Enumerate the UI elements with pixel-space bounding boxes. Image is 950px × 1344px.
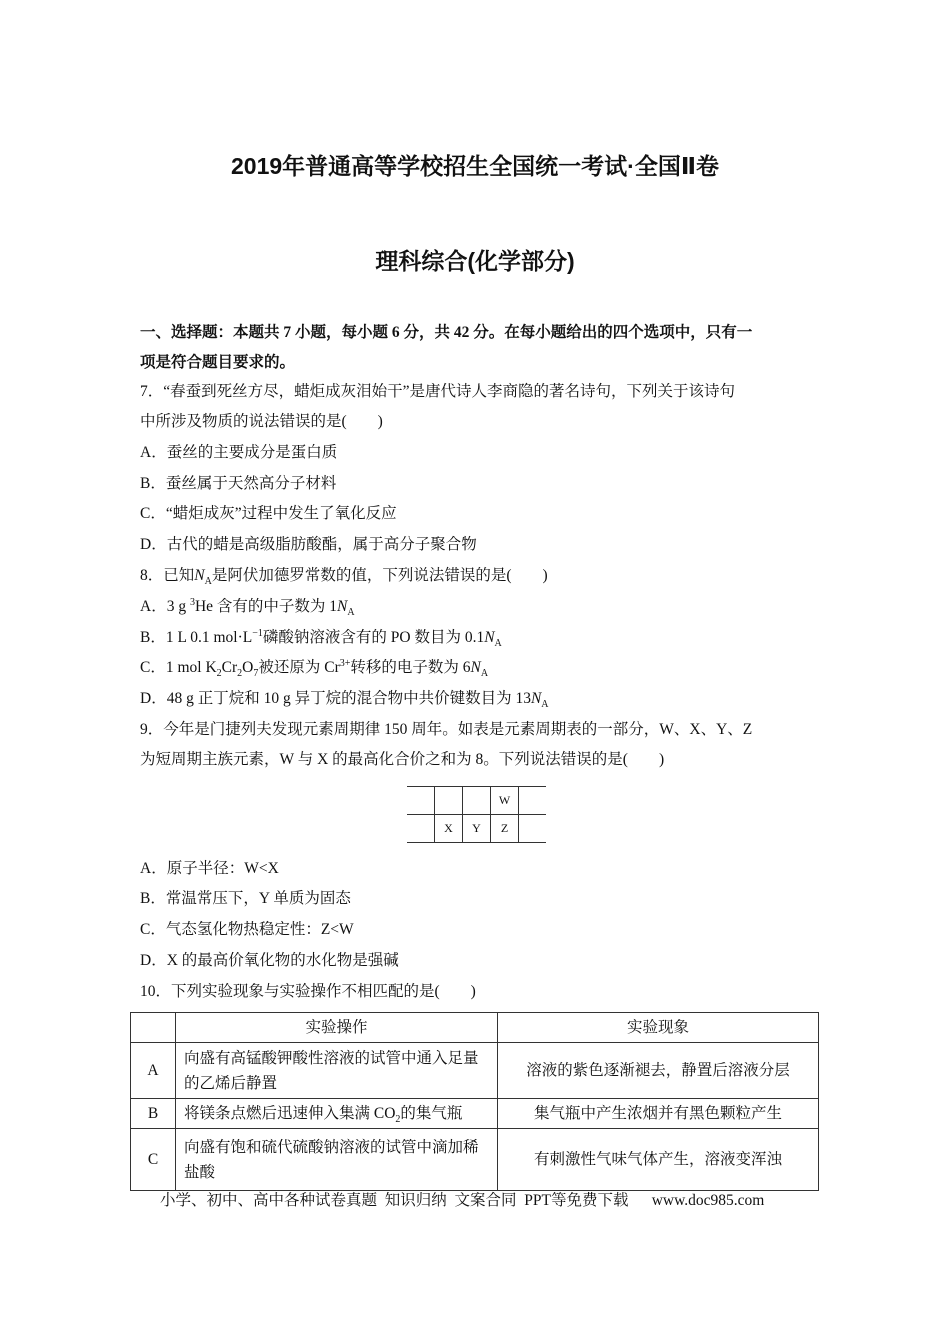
table-header-row — [131, 1013, 819, 1043]
q8-stem: 8．已知$N_A$是阿伏加德罗常数的值，下列说法错误的是( ) — [140, 567, 548, 588]
page-title: 2019年普通高等学校招生全国统一考试·全国Ⅱ卷 — [231, 153, 719, 179]
result-cell: 集气瓶中产生浓烟并有黑色颗粒产生 — [498, 1099, 819, 1129]
q8-option-d: D．48 g 正丁烷和 10 g 异丁烷的混合物中共价键数目为 $13N_A$ — [140, 690, 549, 711]
table-cell — [519, 787, 547, 815]
q9-option-a: A．原子半径：W<X — [140, 860, 279, 877]
table-cell: W — [491, 787, 519, 815]
table-header — [131, 1013, 176, 1043]
q9-option-b: B．常温常压下，Y 单质为固态 — [140, 890, 351, 907]
table-row — [131, 1043, 819, 1099]
periodic-table-fragment — [407, 786, 546, 843]
q7-stem-cont: 中所涉及物质的说法错误的是( ) — [140, 413, 383, 430]
table-header: 实验操作 — [176, 1013, 498, 1043]
table-cell — [463, 787, 491, 815]
q7-option-c: C．“蜡炬成灰”过程中发生了氧化反应 — [140, 505, 397, 522]
table-cell: Y — [463, 815, 491, 843]
table-row — [407, 787, 546, 815]
q9-stem-cont: 为短周期主族元素，W 与 X 的最高化合价之和为 8。下列说法错误的是( ) — [140, 751, 665, 768]
page-footer: 小学、初中、高中各种试卷真题 知识归纳 文案合同 PPT等免费下载 www.doc985.com — [160, 1192, 765, 1209]
table-row — [131, 1099, 819, 1129]
table-cell — [435, 787, 463, 815]
q8-option-a: A．3 g $^3$He 含有的中子数为 $1N_A$ — [140, 596, 355, 619]
table-row — [407, 815, 546, 843]
row-label: B — [131, 1099, 176, 1129]
q7-option-b: B．蚕丝属于天然高分子材料 — [140, 475, 337, 492]
table-cell — [407, 787, 435, 815]
table-cell — [407, 815, 435, 843]
page-subtitle: 理科综合(化学部分) — [375, 248, 575, 274]
q7-stem: 7．“春蚕到死丝方尽，蜡炬成灰泪始干”是唐代诗人李商隐的著名诗句，下列关于该诗句 — [140, 383, 736, 400]
q7-option-d: D．古代的蜡是高级脂肪酸酯，属于高分子聚合物 — [140, 536, 477, 553]
operation-cell: 向盛有饱和硫代硫酸钠溶液的试管中滴加稀盐酸 — [176, 1129, 498, 1191]
q8-option-b: B．1 L 0.1 $mol\cdot L^{-1}$磷酸钠溶液含有的 PO 数目为 $0.1N_A$ — [140, 627, 502, 650]
q8-option-c: C．1 mol $K_2Cr_2O_7$被还原为 $Cr^{3+}$转移的电子数为 $6N_A$ — [140, 657, 489, 680]
operation-cell: 将镁条点燃后迅速伸入集满 $CO_2$的集气瓶 — [176, 1099, 498, 1129]
experiment-table — [130, 1012, 819, 1191]
result-cell: 有刺激性气味气体产生，溶液变浑浊 — [498, 1129, 819, 1191]
table-cell — [519, 815, 547, 843]
table-row — [131, 1129, 819, 1191]
result-cell: 溶液的紫色逐渐褪去，静置后溶液分层 — [498, 1043, 819, 1099]
q9-option-d: D．X 的最高价氧化物的水化物是强碱 — [140, 952, 399, 969]
section-heading: 一、选择题：本题共 7 小题，每小题 6 分，共 42 分。在每小题给出的四个选项中，只有一 — [140, 324, 753, 341]
q9-stem: 9．今年是门捷列夫发现元素周期律 150 周年。如表是元素周期表的一部分，W、X、Y、Z — [140, 721, 753, 738]
table-cell: Z — [491, 815, 519, 843]
section-heading-cont: 项是符合题目要求的。 — [140, 354, 296, 371]
q10-stem: 10．下列实验现象与实验操作不相匹配的是( ) — [140, 983, 476, 1000]
q7-option-a: A．蚕丝的主要成分是蛋白质 — [140, 444, 338, 461]
operation-cell: 向盛有高锰酸钾酸性溶液的试管中通入足量的乙烯后静置 — [176, 1043, 498, 1099]
table-header: 实验现象 — [498, 1013, 819, 1043]
q9-option-c: C．气态氢化物热稳定性：Z<W — [140, 921, 354, 938]
table-cell: X — [435, 815, 463, 843]
row-label: A — [131, 1043, 176, 1099]
row-label: C — [131, 1129, 176, 1191]
